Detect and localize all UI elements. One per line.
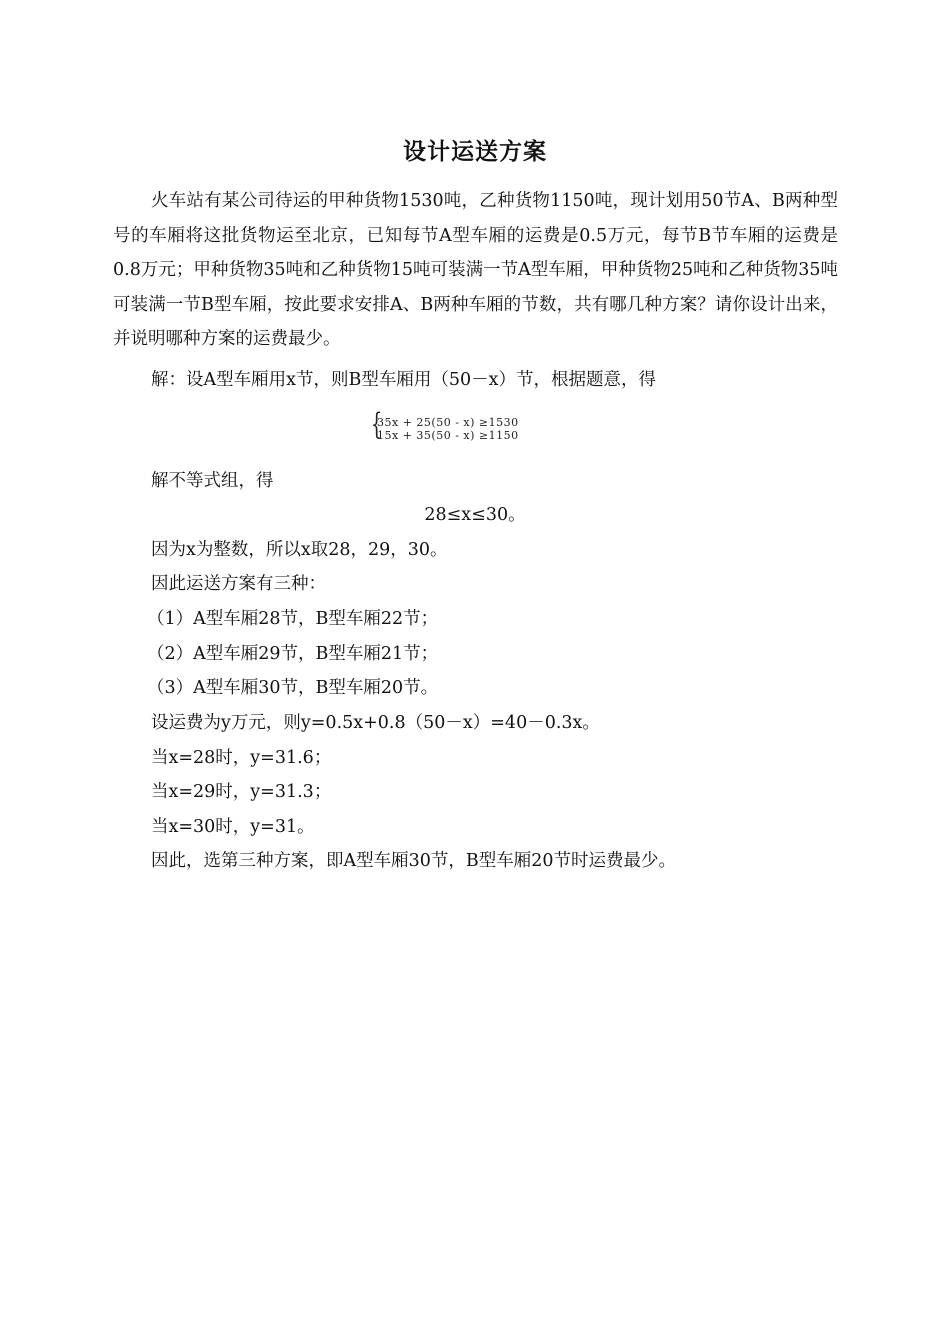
cost-case: 当x=30时，y=31。 xyxy=(151,817,315,837)
integer-note: 因为x为整数，所以x取28，29，30。 xyxy=(151,540,448,560)
solve-label: 解不等式组，得 xyxy=(151,471,274,491)
inequality-system xyxy=(367,407,617,445)
cost-case: 当x=28时，y=31.6； xyxy=(151,748,332,768)
cost-formula: 设运费为y万元，则y=0.5x+0.8（50－x）=40－0.3x。 xyxy=(151,713,600,733)
plan-item: （3）A型车厢30节，B型车厢20节。 xyxy=(147,678,439,698)
plan-item: （2）A型车厢29节，B型车厢21节； xyxy=(147,644,439,664)
inequality-result: 28≤x≤30。 xyxy=(424,505,526,525)
inequality-row-2: 15x + 35(50 - x) ≥1150 xyxy=(377,429,519,442)
page-title: 设计运送方案 xyxy=(403,139,547,165)
problem-statement: 火车站有某公司待运的甲种货物1530吨，乙种货物1150吨，现计划用50节A、B两种型号的车厢将这批货物运至北京，已知每节A型车厢的运费是0.5万元，每节B节车厢的运费是0.8万元；甲种货物35吨和乙种货物15吨可装满一节A型车厢，甲种货物25吨和乙种货物35吨可装满一节B型车厢，按此要求安排A、B两种车厢的节数，共有哪几种方案？请你设计出来，并说明哪种方案的运费最少。 xyxy=(113,191,838,349)
plans-intro: 因此运送方案有三种： xyxy=(151,574,326,594)
cost-case: 当x=29时，y=31.3； xyxy=(151,782,332,802)
conclusion: 因此，选第三种方案，即A型车厢30节，B型车厢20节时运费最少。 xyxy=(151,851,677,871)
brace-icon: { xyxy=(370,407,383,442)
inequality-row-1: 35x + 25(50 - x) ≥1530 xyxy=(377,416,519,429)
solution-setup: 解：设A型车厢用x节，则B型车厢用（50－x）节，根据题意，得 xyxy=(151,370,657,390)
plan-item: （1）A型车厢28节，B型车厢22节； xyxy=(147,609,439,629)
